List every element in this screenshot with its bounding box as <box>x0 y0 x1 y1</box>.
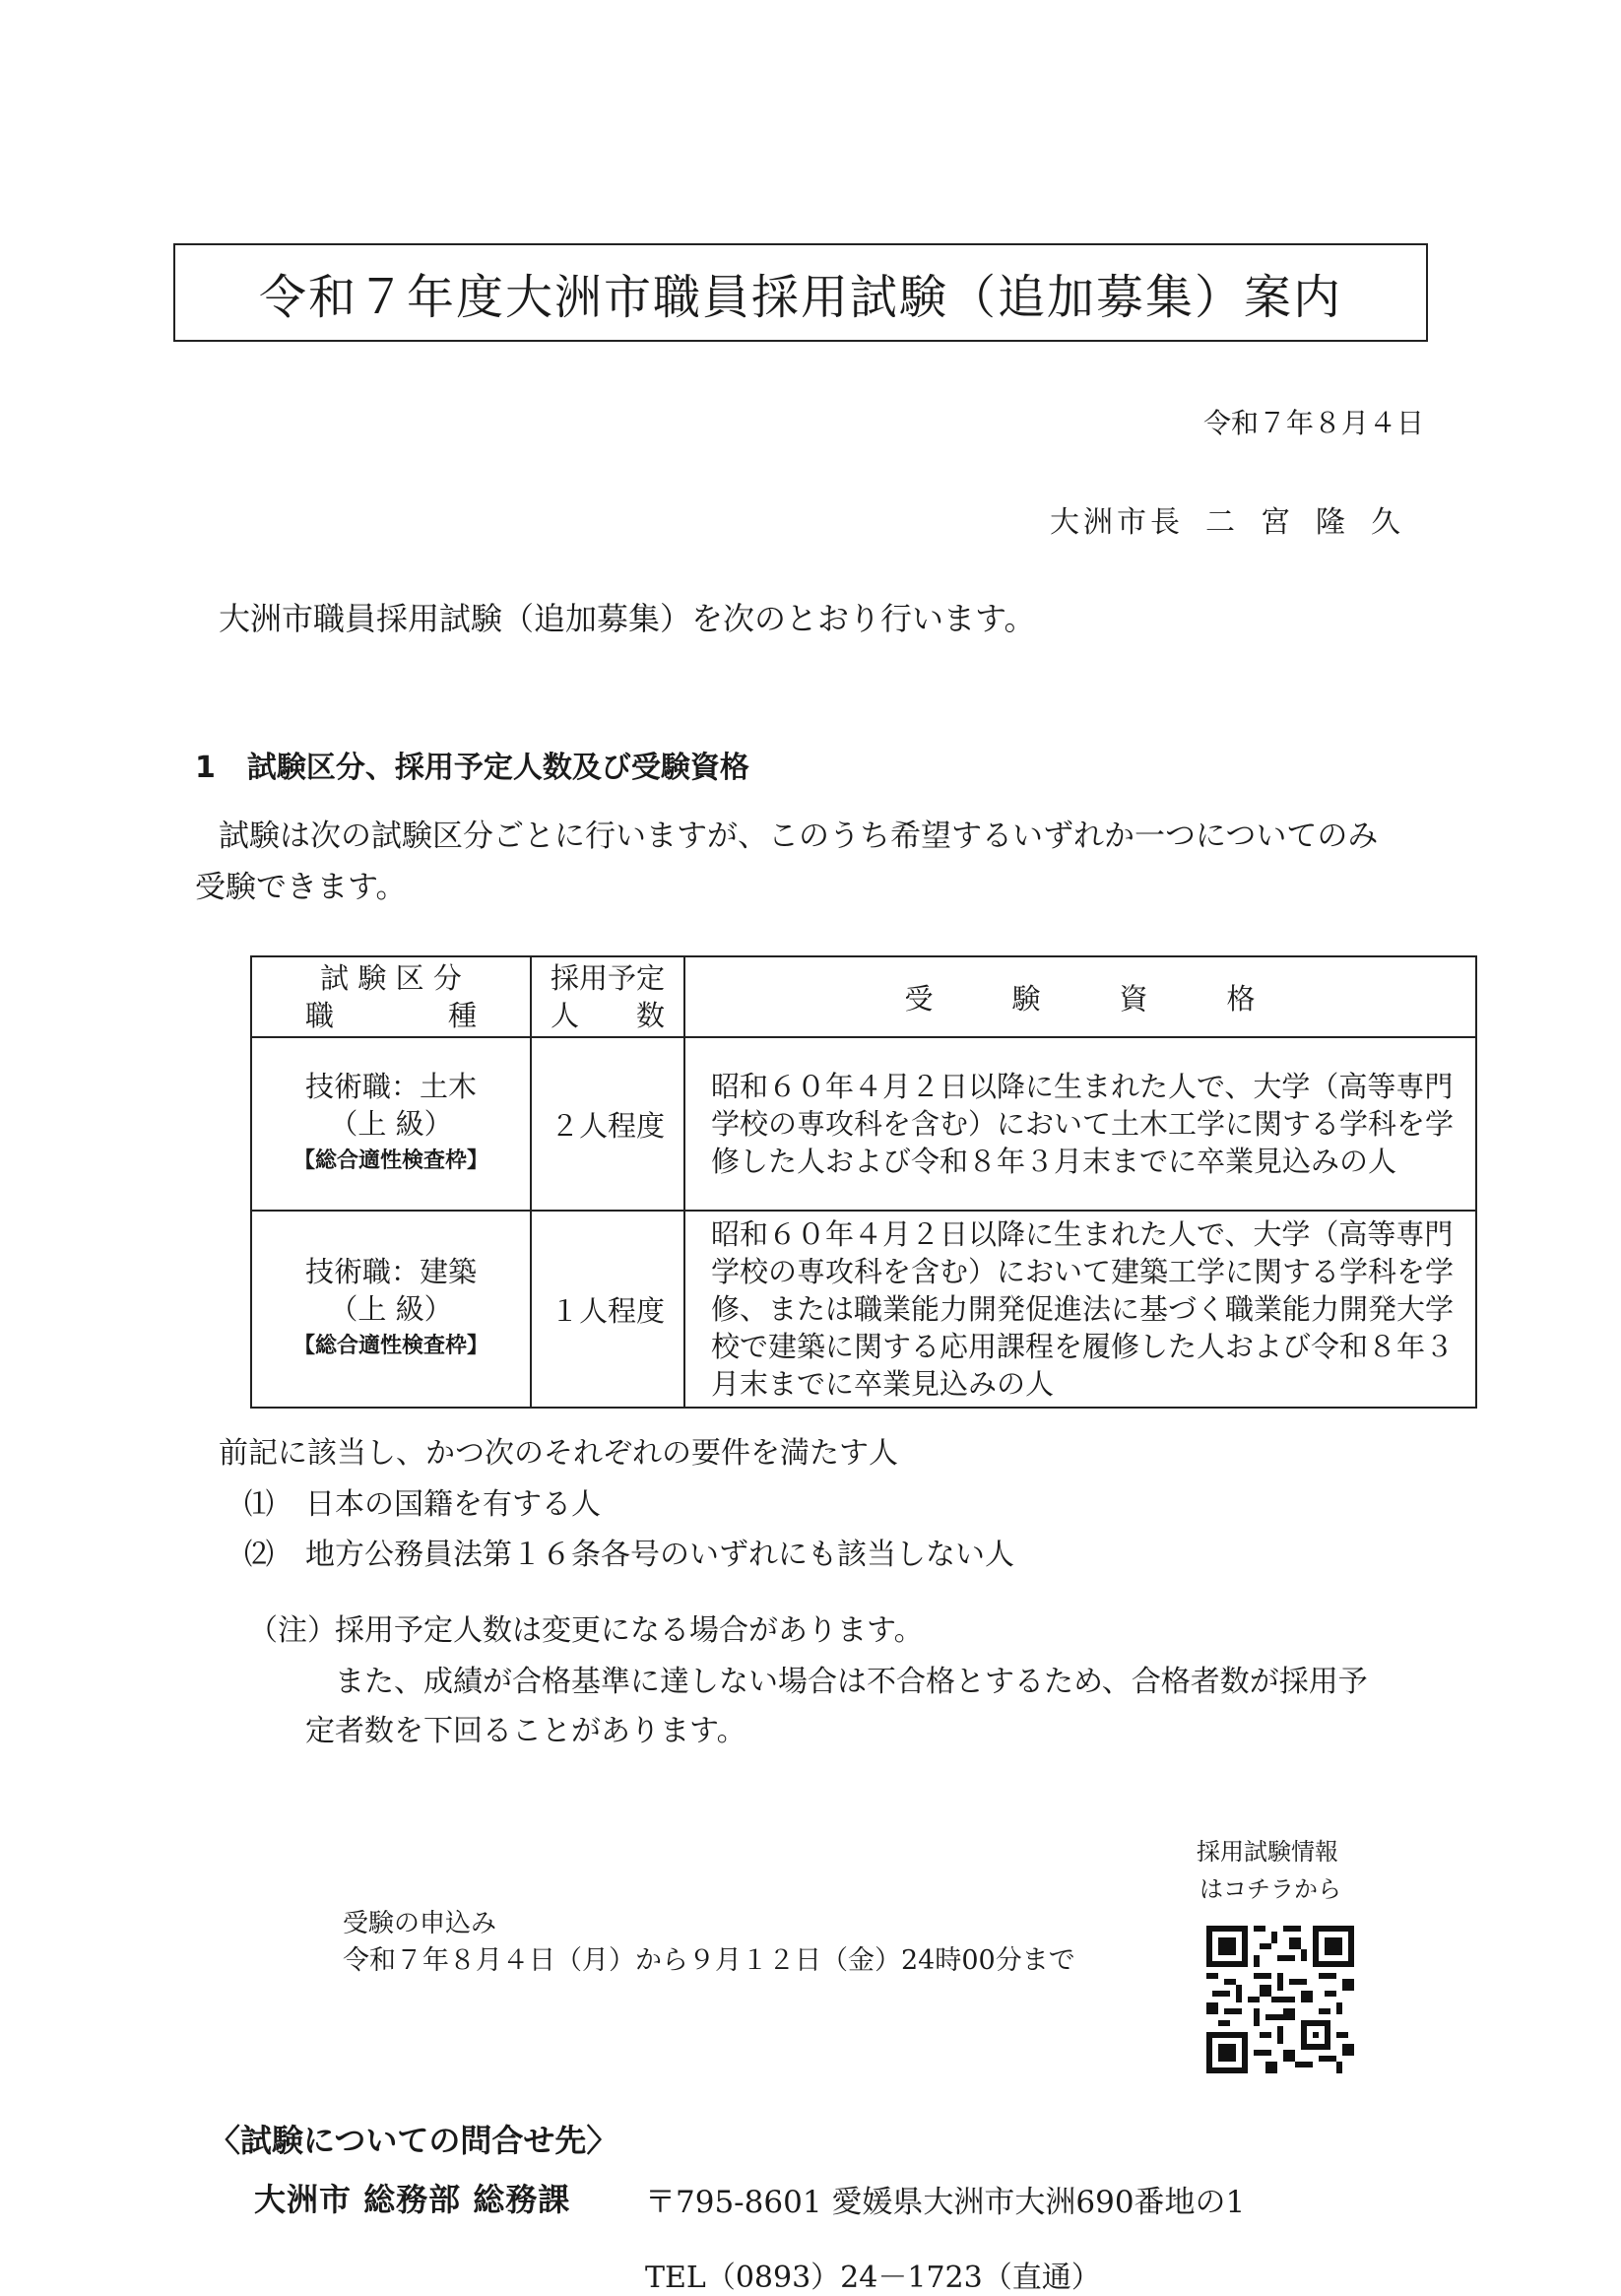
contact-heading: 〈試験についての問合せ先〉 <box>209 2122 618 2159</box>
condition-item <box>244 1479 601 1523</box>
section-1-paragraph <box>195 811 1440 913</box>
job-cell <box>251 1211 531 1408</box>
condition-text: 地方公務員法第１６条各号のいずれにも該当しない人 <box>305 1538 1014 1572</box>
header-shikaku: 受験資格 <box>684 956 1476 1037</box>
job-cell <box>251 1037 531 1211</box>
table-header-row <box>251 956 1476 1037</box>
section-title: 試験区分、採用予定人数及び受験資格 <box>246 751 749 785</box>
header-ninzu-line1: 採用予定 <box>550 961 665 995</box>
section-1-heading <box>195 743 749 786</box>
paragraph-line-1: 試験は次の試験区分ごとに行いますが、このうち希望するいずれか一つについてのみ <box>219 819 1379 854</box>
table-row <box>251 1211 1476 1408</box>
note-line-3: 定者数を下回ることがあります。 <box>305 1714 746 1748</box>
condition-text: 日本の国籍を有する人 <box>305 1487 601 1522</box>
note-line-1: 採用予定人数は変更になる場合があります。 <box>335 1613 924 1648</box>
job-level: （上 級） <box>329 1107 453 1141</box>
header-kubun <box>251 956 531 1037</box>
header-ninzu-line2: 人 数 <box>550 999 665 1032</box>
mayor-signature <box>1050 497 1426 541</box>
qr-caption-line-2: はコチラから <box>1200 1875 1341 1903</box>
contact-department: 大洲市 総務部 総務課 <box>254 2181 571 2218</box>
condition-item <box>244 1530 1014 1573</box>
application-label: 受験の申込み <box>343 1909 497 1938</box>
condition-mark: ⑵ <box>244 1538 274 1572</box>
job-tag: 【総合適性検査枠】 <box>292 1148 488 1173</box>
note-label: （注） <box>248 1613 337 1648</box>
document-title: 令和７年度大洲市職員採用試験（追加募集）案内 <box>173 243 1428 342</box>
conditions-lead: 前記に該当し、かつ次のそれぞれの要件を満たす人 <box>219 1436 898 1471</box>
condition-mark: ⑴ <box>244 1487 274 1522</box>
count-cell: ２人程度 <box>531 1037 684 1211</box>
header-kubun-line2: 職 種 <box>304 999 477 1032</box>
mayor-title: 大洲市長 <box>1050 505 1184 540</box>
qr-code-icon[interactable] <box>1206 1926 1354 2073</box>
job-tag: 【総合適性検査枠】 <box>292 1334 488 1358</box>
note-line-2: また、成績が合格基準に達しない場合は不合格とするため、合格者数が採用予 <box>335 1665 1368 1699</box>
contact-phone: TEL（0893）24－1723（直通） <box>645 2261 1101 2295</box>
application-period: 令和７年８月４日（月）から９月１２日（金）24時00分まで <box>343 1945 1075 1976</box>
intro-text: 大洲市職員採用試験（追加募集）を次のとおり行います。 <box>219 600 1036 637</box>
job-level: （上 級） <box>329 1292 453 1326</box>
requirement-cell: 昭和６０年４月２日以降に生まれた人で、大学（高等専門学校の専攻科を含む）において建築工学に関する学科を学修、または職業能力開発促進法に基づく職業能力開発大学校で建築に関する応用課程を履修した人および令和８年３月末までに卒業見込みの人 <box>684 1211 1476 1408</box>
qualification-table <box>250 955 1477 1409</box>
table-row <box>251 1037 1476 1211</box>
header-ninzu <box>531 956 684 1037</box>
requirement-cell: 昭和６０年４月２日以降に生まれた人で、大学（高等専門学校の専攻科を含む）において土木工学に関する学科を学修した人および令和８年３月末までに卒業見込みの人 <box>684 1037 1476 1211</box>
count-cell: １人程度 <box>531 1211 684 1408</box>
contact-address: 〒795-8601 愛媛県大洲市大洲690番地の1 <box>645 2185 1246 2220</box>
header-kubun-line1: 試 験 区 分 <box>320 961 462 995</box>
qr-caption-line-1: 採用試験情報 <box>1197 1838 1338 1866</box>
paragraph-line-2: 受験できます。 <box>195 870 407 905</box>
mayor-name: 二宮隆久 <box>1205 505 1426 540</box>
job-name: 技術職：建築 <box>304 1255 477 1288</box>
job-name: 技術職：土木 <box>304 1070 477 1103</box>
section-number: 1 <box>195 751 216 785</box>
issue-date: 令和７年８月４日 <box>1202 407 1424 439</box>
